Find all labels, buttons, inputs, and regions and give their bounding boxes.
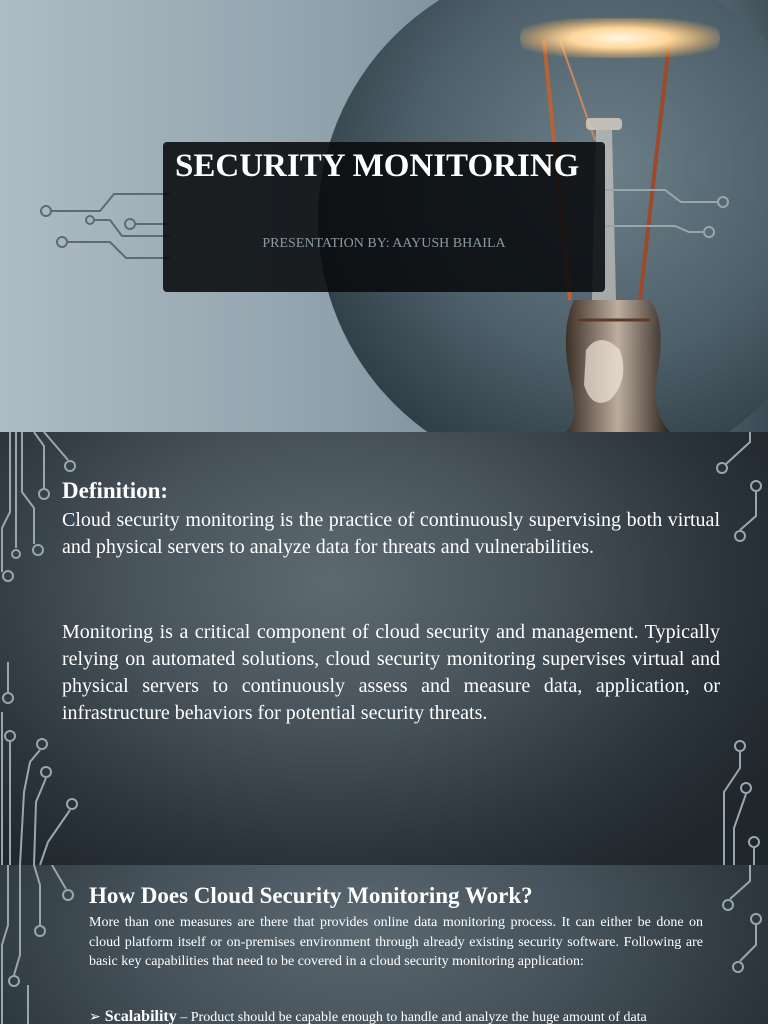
circuit-right-decoration-3: [720, 865, 768, 985]
bullet-term: Scalability: [104, 1008, 177, 1024]
presentation-title: SECURITY MONITORING: [175, 148, 580, 184]
arrow-bullet-icon: ➢: [89, 1009, 101, 1024]
definition-heading: Definition:: [62, 478, 169, 503]
filament-glow: [520, 18, 720, 58]
how-it-works-paragraph: More than one measures are there that provides online data monitoring process. It can either be done on cloud platform itself or on-premises environment through already existing security software. Following are basic key capabilities that need to be covered in a cloud security monitoring application:: [89, 915, 703, 969]
definition-paragraph: Cloud security monitoring is the practice of continuously supervising both virtual and physical servers to analyze data for threats and vulnerabilities.: [62, 509, 720, 558]
definition-slide: [0, 432, 768, 865]
presentation-subtitle: PRESENTATION BY: AAYUSH BHAILA: [262, 236, 506, 251]
circuit-left-decoration: [30, 180, 170, 270]
bullet-text: – Product should be capable enough to handle and analyze the huge amount of data: [176, 1010, 647, 1024]
monitoring-paragraph: Monitoring is a critical component of cloud security and management. Typically relying on automated solutions, cloud security monitoring supervises virtual and physical servers to continuously assess and measure data, application, or infrastructure behaviors for potential security threats.: [62, 621, 720, 724]
title-box: [163, 142, 605, 292]
how-it-works-heading: How Does Cloud Security Monitoring Work?: [89, 883, 533, 908]
circuit-right-decoration: [605, 180, 735, 250]
circuit-left-decoration-3: [0, 865, 80, 1024]
title-slide: [0, 0, 768, 432]
circuit-right-bottom-decoration: [700, 732, 768, 865]
scalability-bullet: [89, 1008, 709, 1024]
how-it-works-slide: [0, 865, 768, 1024]
